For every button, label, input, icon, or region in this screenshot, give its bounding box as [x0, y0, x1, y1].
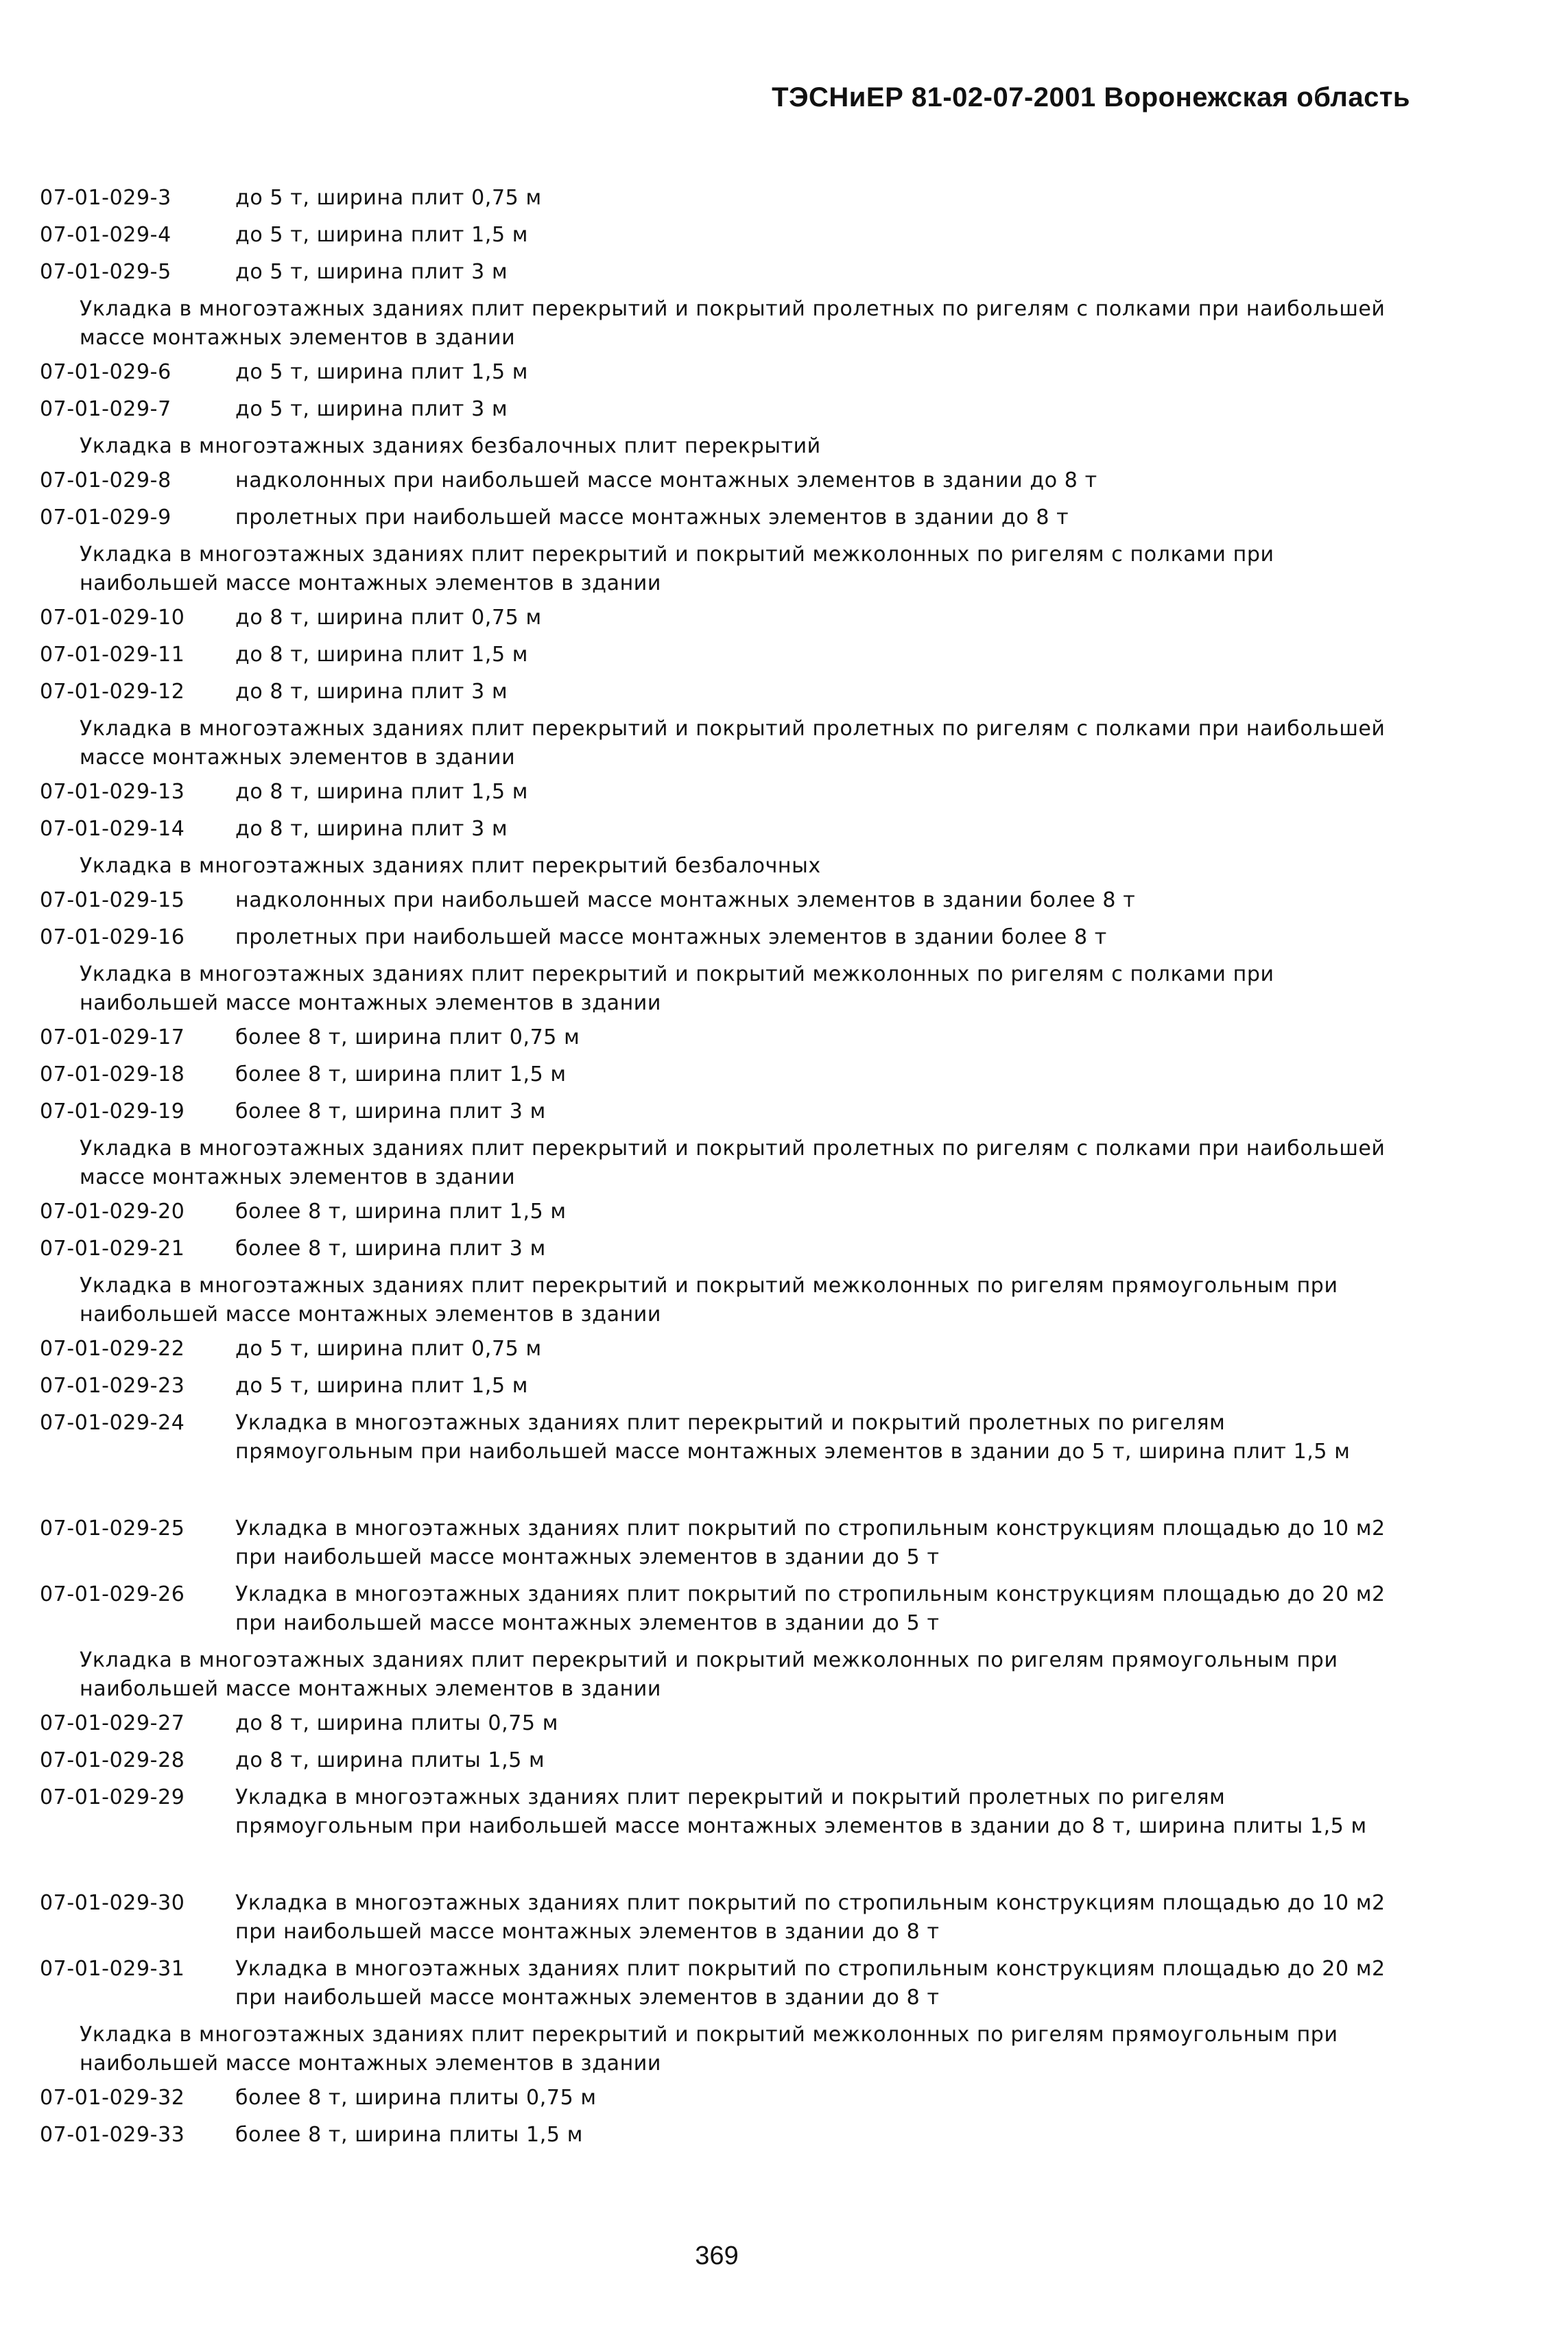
rate-description: до 5 т, ширина плит 0,75 м — [235, 186, 542, 210]
rate-description: до 8 т, ширина плит 1,5 м — [235, 780, 529, 804]
rate-entry — [40, 1580, 1405, 1638]
rate-description: надколонных при наибольшей массе монтажных элементов в здании более 8 т — [235, 888, 1136, 912]
rate-description: более 8 т, ширина плиты 0,75 м — [235, 2086, 597, 2110]
rate-description: до 8 т, ширина плиты 1,5 м — [235, 1748, 545, 1772]
rate-code: 07-01-029-33 — [40, 2123, 185, 2147]
rate-entry — [40, 1955, 1405, 2012]
rate-code: 07-01-029-31 — [40, 1957, 185, 1981]
rate-description: до 5 т, ширина плит 3 м — [235, 260, 508, 284]
group-heading: Укладка в многоэтажных зданиях плит перекрытий и покрытий межколонных по ригелям прямоугольным при наибольшей массе монтажных элементов в здании — [80, 1648, 1338, 1701]
rate-description: Укладка в многоэтажных зданиях плит перекрытий и покрытий пролетных по ригелям прямоугольным при наибольшей массе монтажных элементов в здании до 8 т, ширина плиты 1,5 м — [235, 1785, 1367, 1838]
rate-entry — [40, 604, 1405, 632]
rate-entry — [40, 815, 1405, 844]
rate-entry — [40, 2084, 1405, 2113]
rate-code: 07-01-029-29 — [40, 1785, 185, 1809]
rate-code: 07-01-029-14 — [40, 817, 185, 841]
rate-description: надколонных при наибольшей массе монтажных элементов в здании до 8 т — [235, 468, 1097, 492]
rate-code: 07-01-029-28 — [40, 1748, 185, 1772]
rate-entry — [40, 1889, 1405, 1947]
group-heading: Укладка в многоэтажных зданиях плит перекрытий и покрытий пролетных по ригелям с полками при наибольшей массе монтажных элементов в здании — [80, 717, 1386, 770]
document-header-title: ТЭСНиЕР 81-02-07-2001 Воронежская область — [772, 82, 1410, 112]
rate-code: 07-01-029-20 — [40, 1200, 185, 1224]
rate-entry — [40, 358, 1405, 387]
rate-entry — [40, 1060, 1405, 1089]
rate-description: пролетных при наибольшей массе монтажных элементов в здании до 8 т — [235, 506, 1069, 530]
rate-description: более 8 т, ширина плит 1,5 м — [235, 1062, 567, 1086]
rate-list — [40, 184, 1405, 2158]
rate-entry — [40, 258, 1405, 287]
rate-entry — [40, 2121, 1405, 2150]
rate-entry — [40, 778, 1405, 807]
rate-code: 07-01-029-32 — [40, 2086, 185, 2110]
rate-description: до 5 т, ширина плит 3 м — [235, 397, 508, 421]
group-heading: Укладка в многоэтажных зданиях плит перекрытий и покрытий пролетных по ригелям с полками при наибольшей массе монтажных элементов в здании — [80, 1137, 1386, 1189]
rate-code: 07-01-029-5 — [40, 260, 171, 284]
rate-code: 07-01-029-4 — [40, 223, 171, 247]
rate-description: более 8 т, ширина плиты 1,5 м — [235, 2123, 583, 2147]
rate-code: 07-01-029-11 — [40, 643, 185, 667]
rate-code: 07-01-029-8 — [40, 468, 171, 492]
rate-description: Укладка в многоэтажных зданиях плит покрытий по стропильным конструкциям площадью до 20 м2 при наибольшей массе монтажных элементов в здании до 8 т — [235, 1957, 1386, 2010]
rate-code: 07-01-029-18 — [40, 1062, 185, 1086]
rate-entry — [40, 1514, 1405, 1572]
rate-description: до 8 т, ширина плит 3 м — [235, 680, 508, 704]
rate-code: 07-01-029-22 — [40, 1337, 185, 1361]
rate-code: 07-01-029-27 — [40, 1711, 185, 1735]
rate-code: 07-01-029-13 — [40, 780, 185, 804]
rate-entry — [40, 923, 1405, 952]
page-number: 369 — [695, 2241, 739, 2270]
rate-entry — [40, 466, 1405, 495]
rate-entry — [40, 886, 1405, 915]
rate-entry — [40, 1335, 1405, 1364]
rate-entry — [40, 1198, 1405, 1226]
rate-code: 07-01-029-9 — [40, 506, 171, 530]
rate-code: 07-01-029-26 — [40, 1582, 185, 1606]
rate-description: до 8 т, ширина плит 3 м — [235, 817, 508, 841]
rate-description: до 5 т, ширина плит 1,5 м — [235, 1374, 529, 1398]
rate-code: 07-01-029-10 — [40, 606, 185, 630]
group-heading: Укладка в многоэтажных зданиях плит перекрытий и покрытий межколонных по ригелям прямоугольным при наибольшей массе монтажных элементов в здании — [80, 1274, 1338, 1327]
rate-entry — [40, 395, 1405, 424]
rate-entry — [40, 1409, 1405, 1466]
rate-entry — [40, 1372, 1405, 1401]
rate-code: 07-01-029-25 — [40, 1517, 185, 1541]
rate-entry — [40, 1235, 1405, 1263]
rate-description: до 8 т, ширина плит 0,75 м — [235, 606, 542, 630]
rate-description: более 8 т, ширина плит 3 м — [235, 1237, 546, 1261]
rate-entry — [40, 503, 1405, 532]
group-heading: Укладка в многоэтажных зданиях плит перекрытий безбалочных — [80, 854, 821, 878]
rate-description: до 5 т, ширина плит 1,5 м — [235, 223, 529, 247]
rate-entry — [40, 1023, 1405, 1052]
rate-entry — [40, 1097, 1405, 1126]
rate-entry — [40, 1709, 1405, 1738]
rate-code: 07-01-029-19 — [40, 1099, 185, 1123]
rate-description: до 8 т, ширина плиты 0,75 м — [235, 1711, 558, 1735]
group-heading: Укладка в многоэтажных зданиях плит перекрытий и покрытий межколонных по ригелям с полками при наибольшей массе монтажных элементов в здании — [80, 962, 1274, 1015]
rate-code: 07-01-029-21 — [40, 1237, 185, 1261]
rate-description: более 8 т, ширина плит 0,75 м — [235, 1025, 580, 1049]
group-heading: Укладка в многоэтажных зданиях плит перекрытий и покрытий пролетных по ригелям с полками при наибольшей массе монтажных элементов в здании — [80, 297, 1386, 350]
rate-description: Укладка в многоэтажных зданиях плит покрытий по стропильным конструкциям площадью до 20 м2 при наибольшей массе монтажных элементов в здании до 5 т — [235, 1582, 1386, 1635]
rate-description: Укладка в многоэтажных зданиях плит покрытий по стропильным конструкциям площадью до 10 м2 при наибольшей массе монтажных элементов в здании до 5 т — [235, 1517, 1386, 1569]
rate-code: 07-01-029-30 — [40, 1891, 185, 1915]
rate-entry — [40, 184, 1405, 213]
rate-code: 07-01-029-6 — [40, 360, 171, 384]
rate-code: 07-01-029-17 — [40, 1025, 185, 1049]
rate-entry — [40, 1746, 1405, 1775]
rate-description: Укладка в многоэтажных зданиях плит покрытий по стропильным конструкциям площадью до 10 м2 при наибольшей массе монтажных элементов в здании до 8 т — [235, 1891, 1386, 1944]
rate-code: 07-01-029-7 — [40, 397, 171, 421]
rate-description: до 5 т, ширина плит 1,5 м — [235, 360, 529, 384]
rate-description: Укладка в многоэтажных зданиях плит перекрытий и покрытий пролетных по ригелям прямоугольным при наибольшей массе монтажных элементов в здании до 5 т, ширина плит 1,5 м — [235, 1411, 1351, 1464]
rate-entry — [40, 221, 1405, 250]
group-heading: Укладка в многоэтажных зданиях плит перекрытий и покрытий межколонных по ригелям прямоугольным при наибольшей массе монтажных элементов в здании — [80, 2023, 1338, 2076]
group-heading: Укладка в многоэтажных зданиях плит перекрытий и покрытий межколонных по ригелям с полками при наибольшей массе монтажных элементов в здании — [80, 543, 1274, 595]
rate-code: 07-01-029-24 — [40, 1411, 185, 1435]
rate-entry — [40, 678, 1405, 706]
rate-description: пролетных при наибольшей массе монтажных элементов в здании более 8 т — [235, 925, 1107, 949]
rate-entry — [40, 641, 1405, 669]
rate-description: более 8 т, ширина плит 1,5 м — [235, 1200, 567, 1224]
rate-description: до 5 т, ширина плит 0,75 м — [235, 1337, 542, 1361]
rate-description: до 8 т, ширина плит 1,5 м — [235, 643, 529, 667]
rate-entry — [40, 1783, 1405, 1841]
rate-code: 07-01-029-15 — [40, 888, 185, 912]
rate-description: более 8 т, ширина плит 3 м — [235, 1099, 546, 1123]
rate-code: 07-01-029-12 — [40, 680, 185, 704]
group-heading: Укладка в многоэтажных зданиях безбалочных плит перекрытий — [80, 434, 821, 458]
rate-code: 07-01-029-3 — [40, 186, 171, 210]
rate-code: 07-01-029-23 — [40, 1374, 185, 1398]
rate-code: 07-01-029-16 — [40, 925, 185, 949]
